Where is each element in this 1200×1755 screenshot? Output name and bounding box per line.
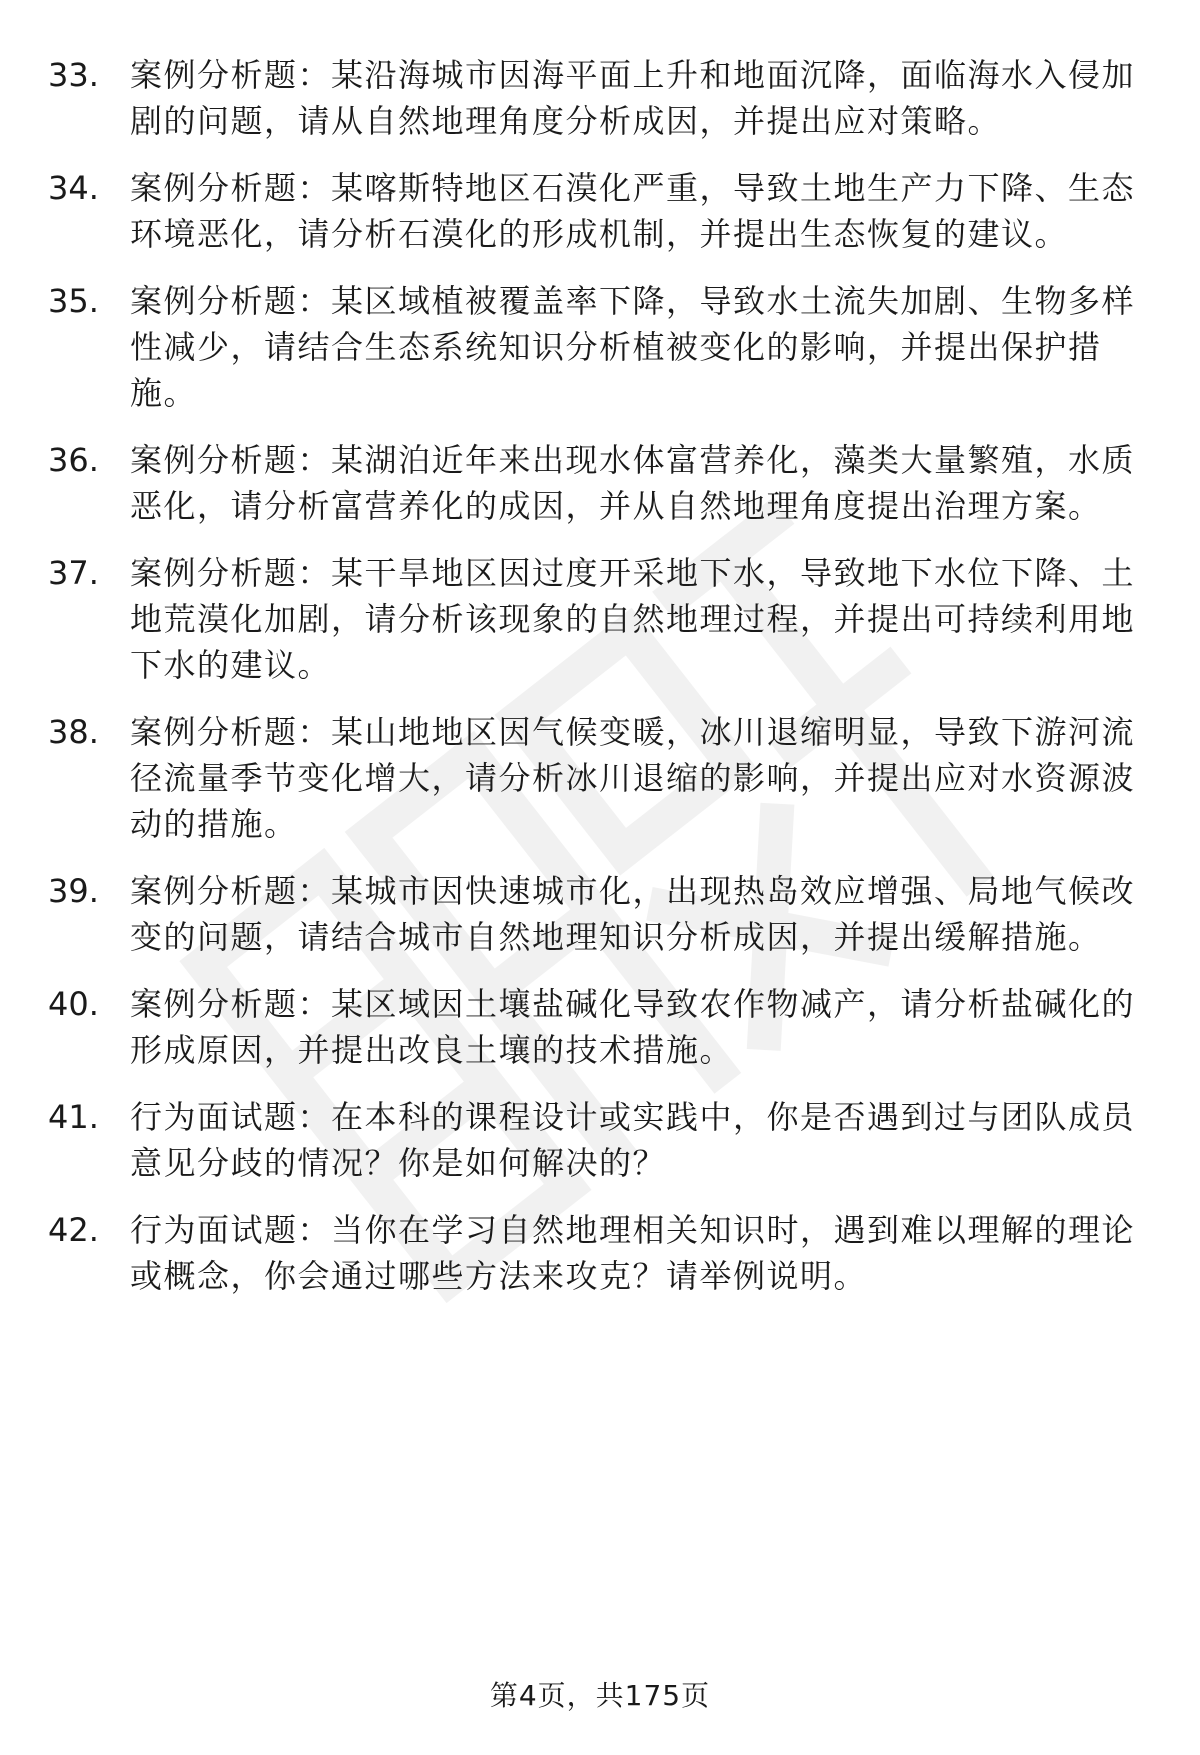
question-item xyxy=(48,437,1143,529)
question-text: 案例分析题：某区域植被覆盖率下降，导致水土流失加剧、生物多样性减少，请结合生态系统知识分析植被变化的影响，并提出保护措施。 xyxy=(130,282,1136,412)
question-number: 42. xyxy=(48,1211,99,1249)
question-number: 36. xyxy=(48,441,99,479)
question-number: 40. xyxy=(48,985,99,1023)
question-item xyxy=(48,1094,1143,1186)
question-item xyxy=(48,52,1143,144)
question-number: 33. xyxy=(48,56,99,94)
question-item xyxy=(48,1207,1143,1299)
question-number: 41. xyxy=(48,1098,99,1136)
question-item xyxy=(48,981,1143,1073)
question-text: 案例分析题：某山地地区因气候变暖，冰川退缩明显，导致下游河流径流量季节变化增大，请分析冰川退缩的影响，并提出应对水资源波动的措施。 xyxy=(130,713,1136,843)
question-item xyxy=(48,709,1143,847)
question-text: 案例分析题：某城市因快速城市化，出现热岛效应增强、局地气候改变的问题，请结合城市自然地理知识分析成因，并提出缓解措施。 xyxy=(130,872,1136,956)
question-list xyxy=(48,52,1143,1299)
page-indicator: 第4页，共175页 xyxy=(489,1679,711,1712)
question-item xyxy=(48,278,1143,416)
question-number: 38. xyxy=(48,713,99,751)
question-number: 39. xyxy=(48,872,99,910)
question-text: 案例分析题：某湖泊近年来出现水体富营养化，藻类大量繁殖，水质恶化，请分析富营养化的成因，并从自然地理角度提出治理方案。 xyxy=(130,441,1136,525)
question-item xyxy=(48,868,1143,960)
question-item xyxy=(48,550,1143,688)
question-text: 案例分析题：某沿海城市因海平面上升和地面沉降，面临海水入侵加剧的问题，请从自然地理角度分析成因，并提出应对策略。 xyxy=(130,56,1136,140)
question-text: 行为面试题：在本科的课程设计或实践中，你是否遇到过与团队成员意见分歧的情况？你是如何解决的？ xyxy=(130,1098,1136,1182)
question-item xyxy=(48,165,1143,257)
question-text: 行为面试题：当你在学习自然地理相关知识时，遇到难以理解的理论或概念，你会通过哪些方法来攻克？请举例说明。 xyxy=(130,1211,1136,1295)
question-number: 34. xyxy=(48,169,99,207)
question-text: 案例分析题：某区域因土壤盐碱化导致农作物减产，请分析盐碱化的形成原因，并提出改良土壤的技术措施。 xyxy=(130,985,1136,1069)
question-text: 案例分析题：某喀斯特地区石漠化严重，导致土地生产力下降、生态环境恶化，请分析石漠化的形成机制，并提出生态恢复的建议。 xyxy=(130,169,1136,253)
question-number: 37. xyxy=(48,554,99,592)
question-text: 案例分析题：某干旱地区因过度开采地下水，导致地下水位下降、土地荒漠化加剧，请分析该现象的自然地理过程，并提出可持续利用地下水的建议。 xyxy=(130,554,1136,684)
question-number: 35. xyxy=(48,282,99,320)
